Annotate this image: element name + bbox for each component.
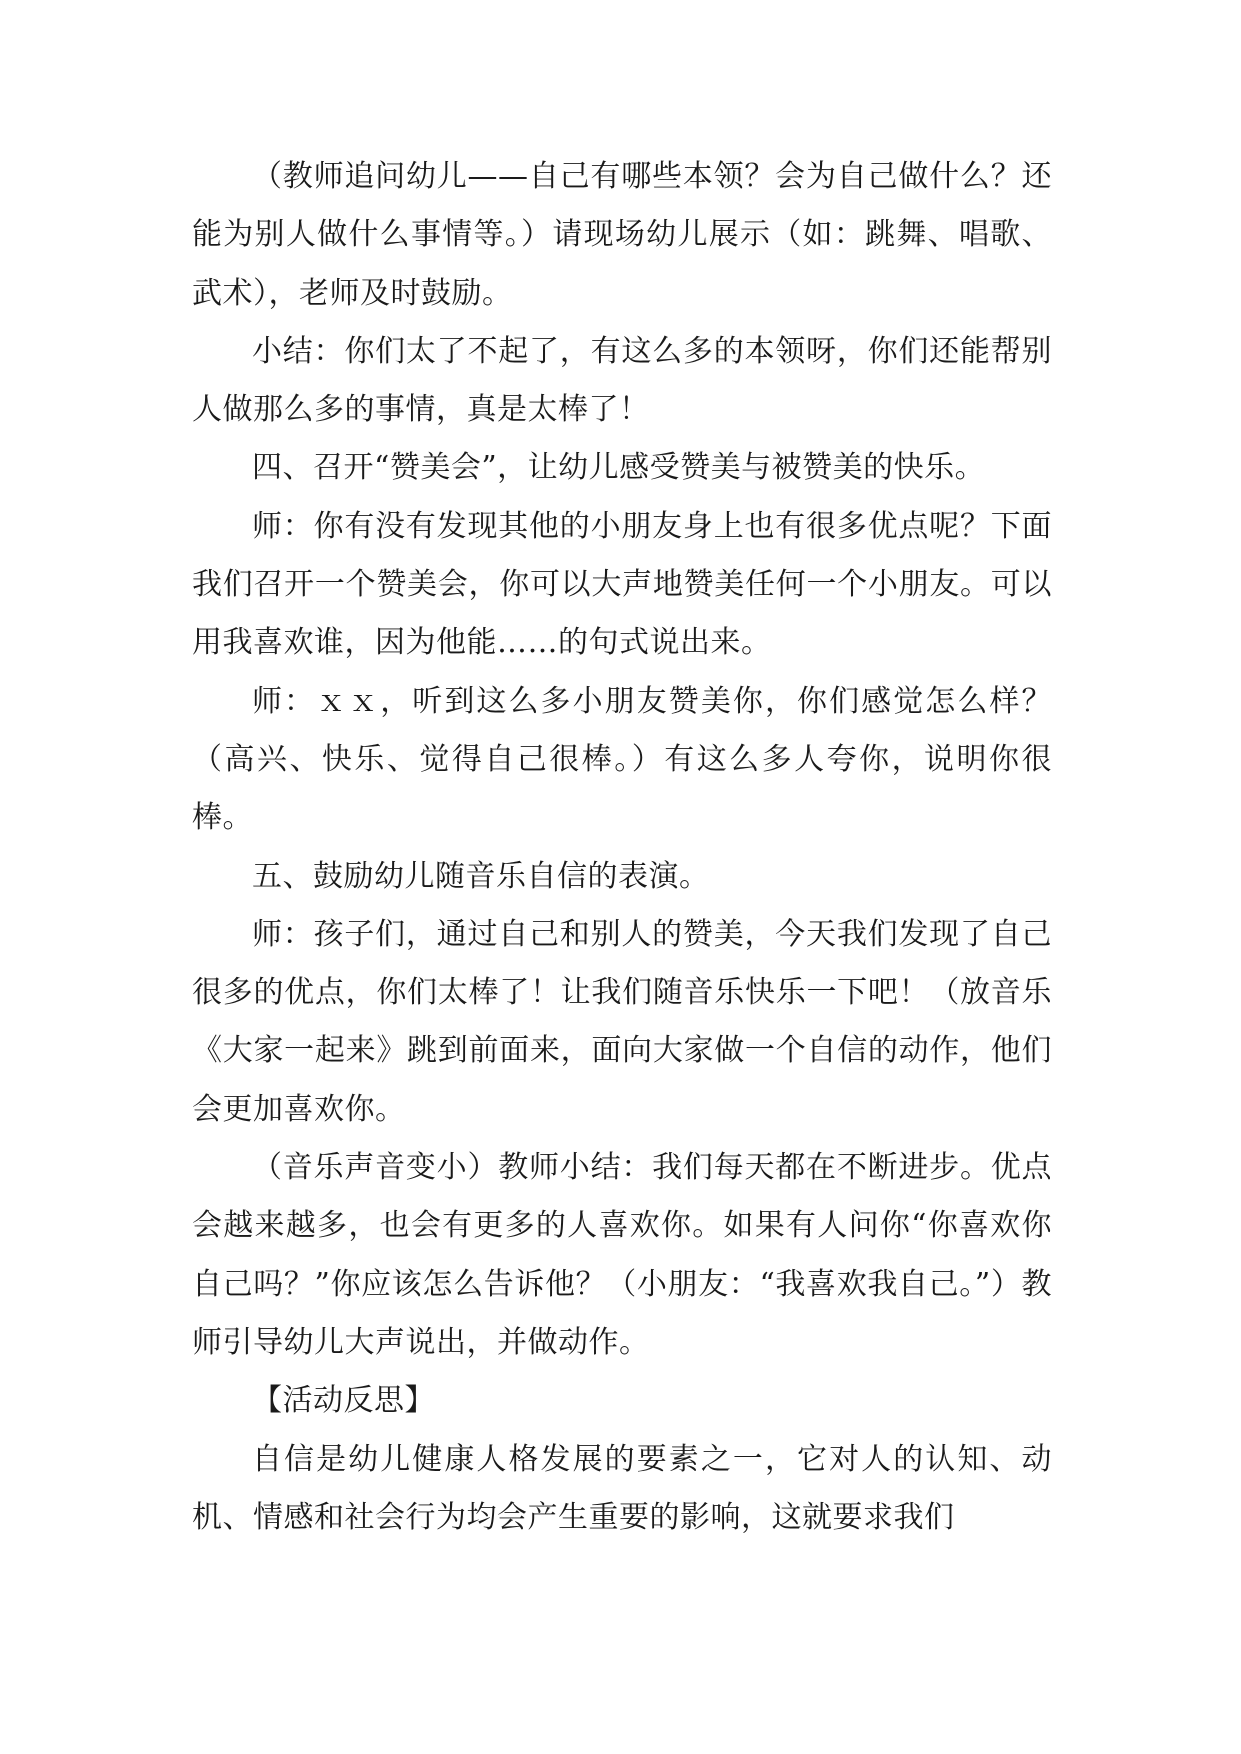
paragraph-reflection: 自信是幼儿健康人格发展的要素之一，它对人的认知、动机、情感和社会行为均会产生重要的影响，这就要求我们 [192,1441,1052,1535]
paragraph-summary-1: 小结：你们太了不起了，有这么多的本领呀，你们还能帮别人做那么多的事情，真是太棒了！ [192,333,1052,428]
section-heading-reflection: 【活动反思】 [252,1383,435,1419]
paragraph-praise-meeting: 师：你有没有发现其他的小朋友身上也有很多优点呢？下面我们召开一个赞美会，你可以大声地赞美任何一个小朋友。可以用我喜欢谁，因为他能……的句式说出来。 [192,508,1052,661]
paragraph-teacher-summary: （音乐声音变小）教师小结：我们每天都在不断进步。优点会越来越多，也会有更多的人喜欢你。如果有人问你“你喜欢你自己吗？”你应该怎么告诉他？（小朋友：“我喜欢我自己。”）教师引导幼儿大声说出，并做动作。 [192,1150,1052,1360]
paragraph-music-performance: 师：孩子们，通过自己和别人的赞美，今天我们发现了自己很多的优点，你们太棒了！让我们随音乐快乐一下吧！（放音乐《大家一起来》跳到前面来，面向大家做一个自信的动作，他们会更加喜欢你。 [192,916,1052,1127]
section-heading-five: 五、鼓励幼儿随音乐自信的表演。 [252,858,710,894]
paragraph-teacher-question: （教师追问幼儿——自己有哪些本领？会为自己做什么？还能为别人做什么事情等。）请现场幼儿展示（如：跳舞、唱歌、武术），老师及时鼓励。 [192,159,1052,311]
paragraph-feelings: 师：ｘｘ，听到这么多小朋友赞美你，你们感觉怎么样？（高兴、快乐、觉得自己很棒。）有这么多人夸你，说明你很棒。 [192,683,1052,836]
document-body [192,148,1052,1547]
section-heading-four: 四、召开“赞美会”，让幼儿感受赞美与被赞美的快乐。 [252,450,986,486]
